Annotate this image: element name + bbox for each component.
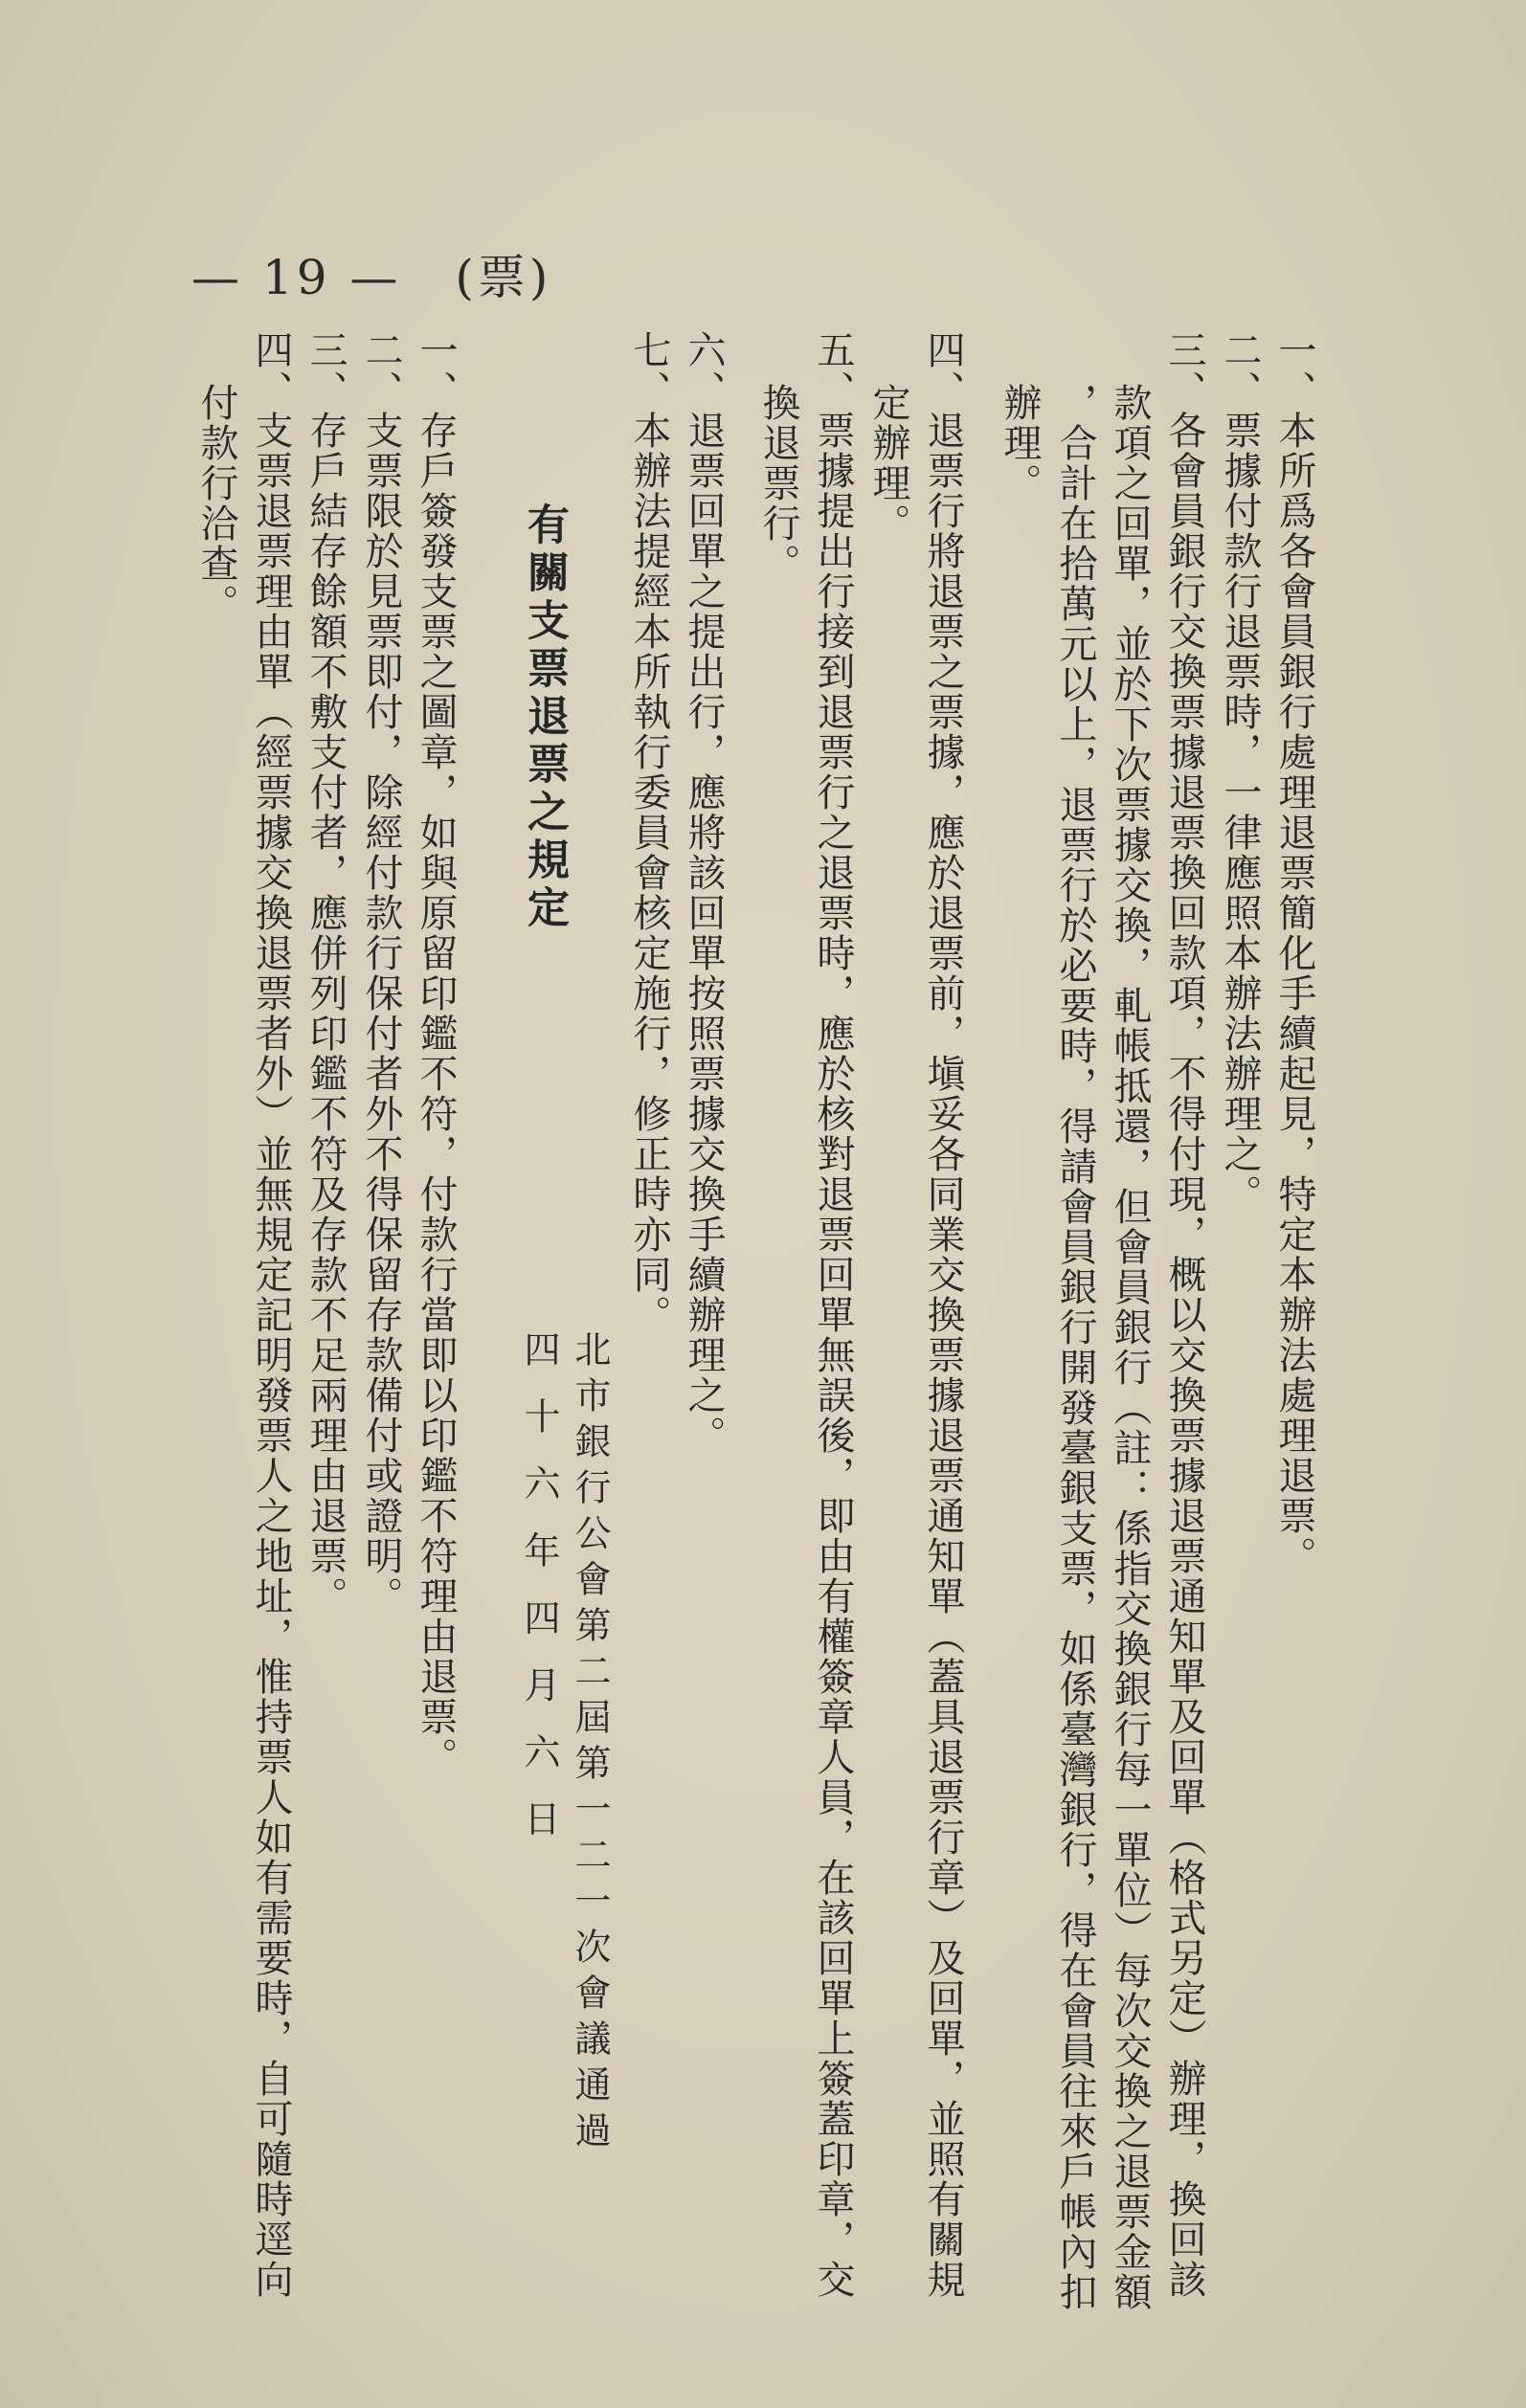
approval-note-line1: 北市銀行公會第二屆第一二一次會議通過 bbox=[569, 1330, 611, 2157]
text-column: 辦理。 bbox=[998, 383, 1042, 503]
text-column: 三、存戶結存餘額不敷支付者，應併列印鑑不符及存款不足兩理由退票。 bbox=[303, 330, 348, 1616]
text-column: 七、本辦法提經本所執行委員會核定施行，修正時亦同。 bbox=[627, 330, 671, 1335]
text-column: 五、票據提出行接到退票行之退票時，應於核對退票回單無誤後，即由有權簽章人員，在該回單上簽蓋印章，交 bbox=[811, 330, 855, 2300]
text-column: 二、支票限於見票即付，除經付款行保付者外不得保留存款備付或證明。 bbox=[359, 330, 403, 1616]
approval-date: 四 十 六 年 四 月 六 日 bbox=[518, 1330, 560, 1846]
text-column: 六、退票回單之提出行，應將該回單按照票據交換手續辦理之。 bbox=[682, 330, 726, 1456]
page-number: — 19 — bbox=[191, 250, 402, 305]
text-column: 四、支票退票理由單（經票據交換退票者外）並無規定記明發票人之地址，惟持票人如有需要時，自可隨時逕向 bbox=[249, 330, 293, 2300]
text-column: 一、存戶簽發支票之圖章，如與原留印鑑不符，付款行當即以印鑑不符理由退票。 bbox=[414, 330, 458, 1777]
text-column: 款項之回單，並於下次票據交換，軋帳抵還，但會員銀行（註：係指交換銀行每一單位）每次交換之退票金額 bbox=[1108, 383, 1152, 2312]
section-label: (票) bbox=[455, 250, 552, 305]
text-column: 付款行洽查。 bbox=[194, 383, 238, 624]
section-title: 有關支票退票之規定 bbox=[520, 502, 569, 933]
text-column: 二、票據付款行退票時，一律應照本辦法辦理之。 bbox=[1218, 330, 1262, 1215]
text-column: 三、各會員銀行交換票據退票換回款項，不得付現，概以交換票據退票通知單及回單（格式另定）辦理，換回該 bbox=[1162, 330, 1206, 2300]
text-column: 一、本所爲各會員銀行處理退票簡化手續起見，特定本辦法處理退票。 bbox=[1272, 330, 1316, 1576]
page-header bbox=[191, 239, 586, 308]
text-column: ，合計在拾萬元以上，退票行於必要時，得請會員銀行開發臺銀支票，如係臺灣銀行，得在會員往來戶帳內扣 bbox=[1053, 383, 1097, 2312]
text-column: 四、退票行將退票之票據，應於退票前，塡妥各同業交換票據退票通知單（蓋具退票行章）及回單，並照有關規 bbox=[921, 330, 965, 2300]
text-column: 定辦理。 bbox=[866, 383, 910, 544]
text-column: 換退票行。 bbox=[756, 383, 800, 584]
